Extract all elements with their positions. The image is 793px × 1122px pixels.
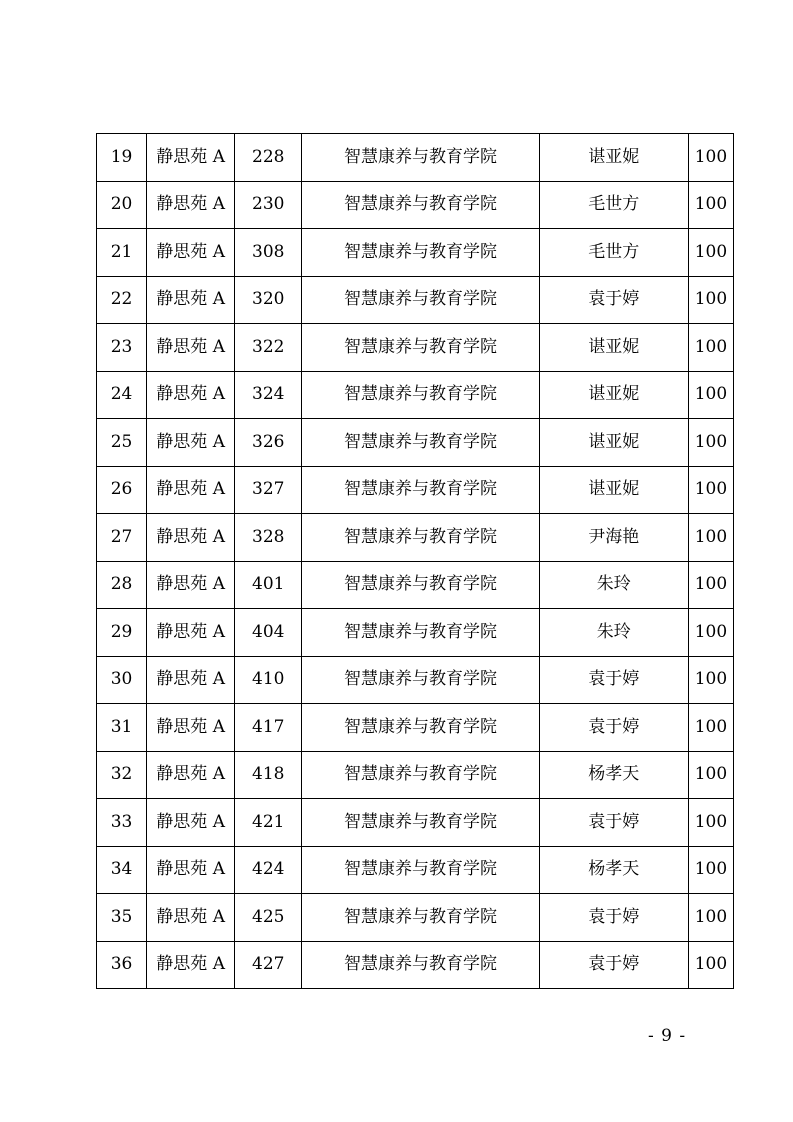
- building-cell: 静思苑 A: [147, 799, 235, 847]
- building-cell: 静思苑 A: [147, 466, 235, 514]
- name-cell: 尹海艳: [539, 514, 688, 562]
- table-row: [97, 181, 734, 229]
- table-row: [97, 894, 734, 942]
- row-number-cell: 26: [97, 466, 147, 514]
- building-cell: 静思苑 A: [147, 894, 235, 942]
- room-number-cell: 404: [235, 609, 302, 657]
- table-row: [97, 514, 734, 562]
- table-row: [97, 229, 734, 277]
- name-cell: 谌亚妮: [539, 466, 688, 514]
- row-number-cell: 29: [97, 609, 147, 657]
- building-cell: 静思苑 A: [147, 514, 235, 562]
- college-cell: 智慧康养与教育学院: [302, 656, 539, 704]
- college-cell: 智慧康养与教育学院: [302, 276, 539, 324]
- page-number: - 9 -: [648, 1026, 687, 1046]
- row-number-cell: 28: [97, 561, 147, 609]
- score-cell: 100: [688, 276, 733, 324]
- college-cell: 智慧康养与教育学院: [302, 371, 539, 419]
- score-cell: 100: [688, 751, 733, 799]
- college-cell: 智慧康养与教育学院: [302, 229, 539, 277]
- score-cell: 100: [688, 941, 733, 989]
- row-number-cell: 21: [97, 229, 147, 277]
- room-number-cell: 327: [235, 466, 302, 514]
- building-cell: 静思苑 A: [147, 276, 235, 324]
- college-cell: 智慧康养与教育学院: [302, 704, 539, 752]
- building-cell: 静思苑 A: [147, 751, 235, 799]
- table-row: [97, 704, 734, 752]
- row-number-cell: 20: [97, 181, 147, 229]
- building-cell: 静思苑 A: [147, 324, 235, 372]
- room-number-cell: 418: [235, 751, 302, 799]
- row-number-cell: 23: [97, 324, 147, 372]
- room-number-cell: 322: [235, 324, 302, 372]
- college-cell: 智慧康养与教育学院: [302, 324, 539, 372]
- table-row: [97, 846, 734, 894]
- score-cell: 100: [688, 181, 733, 229]
- table-row: [97, 419, 734, 467]
- college-cell: 智慧康养与教育学院: [302, 751, 539, 799]
- row-number-cell: 36: [97, 941, 147, 989]
- row-number-cell: 22: [97, 276, 147, 324]
- name-cell: 袁于婷: [539, 799, 688, 847]
- table-row: [97, 941, 734, 989]
- building-cell: 静思苑 A: [147, 229, 235, 277]
- room-number-cell: 421: [235, 799, 302, 847]
- room-number-cell: 230: [235, 181, 302, 229]
- building-cell: 静思苑 A: [147, 134, 235, 182]
- room-number-cell: 228: [235, 134, 302, 182]
- score-cell: 100: [688, 324, 733, 372]
- college-cell: 智慧康养与教育学院: [302, 514, 539, 562]
- room-number-cell: 328: [235, 514, 302, 562]
- building-cell: 静思苑 A: [147, 656, 235, 704]
- building-cell: 静思苑 A: [147, 181, 235, 229]
- row-number-cell: 34: [97, 846, 147, 894]
- table-row: [97, 276, 734, 324]
- room-number-cell: 308: [235, 229, 302, 277]
- room-number-cell: 425: [235, 894, 302, 942]
- row-number-cell: 33: [97, 799, 147, 847]
- building-cell: 静思苑 A: [147, 704, 235, 752]
- college-cell: 智慧康养与教育学院: [302, 799, 539, 847]
- room-number-cell: 410: [235, 656, 302, 704]
- name-cell: 谌亚妮: [539, 134, 688, 182]
- row-number-cell: 24: [97, 371, 147, 419]
- score-cell: 100: [688, 656, 733, 704]
- score-cell: 100: [688, 466, 733, 514]
- room-number-cell: 401: [235, 561, 302, 609]
- score-cell: 100: [688, 134, 733, 182]
- college-cell: 智慧康养与教育学院: [302, 466, 539, 514]
- college-cell: 智慧康养与教育学院: [302, 419, 539, 467]
- row-number-cell: 19: [97, 134, 147, 182]
- building-cell: 静思苑 A: [147, 609, 235, 657]
- row-number-cell: 30: [97, 656, 147, 704]
- room-number-cell: 320: [235, 276, 302, 324]
- score-cell: 100: [688, 846, 733, 894]
- college-cell: 智慧康养与教育学院: [302, 846, 539, 894]
- row-number-cell: 25: [97, 419, 147, 467]
- name-cell: 杨孝天: [539, 751, 688, 799]
- score-cell: 100: [688, 609, 733, 657]
- college-cell: 智慧康养与教育学院: [302, 609, 539, 657]
- name-cell: 谌亚妮: [539, 371, 688, 419]
- name-cell: 谌亚妮: [539, 324, 688, 372]
- score-cell: 100: [688, 514, 733, 562]
- college-cell: 智慧康养与教育学院: [302, 561, 539, 609]
- college-cell: 智慧康养与教育学院: [302, 181, 539, 229]
- name-cell: 袁于婷: [539, 656, 688, 704]
- name-cell: 朱玲: [539, 561, 688, 609]
- room-number-cell: 326: [235, 419, 302, 467]
- name-cell: 谌亚妮: [539, 419, 688, 467]
- name-cell: 毛世方: [539, 229, 688, 277]
- dormitory-score-table: [96, 133, 734, 989]
- name-cell: 袁于婷: [539, 941, 688, 989]
- name-cell: 杨孝天: [539, 846, 688, 894]
- table-row: [97, 371, 734, 419]
- row-number-cell: 35: [97, 894, 147, 942]
- score-cell: 100: [688, 419, 733, 467]
- name-cell: 袁于婷: [539, 894, 688, 942]
- score-cell: 100: [688, 704, 733, 752]
- score-cell: 100: [688, 371, 733, 419]
- name-cell: 毛世方: [539, 181, 688, 229]
- building-cell: 静思苑 A: [147, 419, 235, 467]
- room-number-cell: 427: [235, 941, 302, 989]
- table-row: [97, 799, 734, 847]
- college-cell: 智慧康养与教育学院: [302, 134, 539, 182]
- name-cell: 袁于婷: [539, 276, 688, 324]
- name-cell: 朱玲: [539, 609, 688, 657]
- table-row: [97, 134, 734, 182]
- score-cell: 100: [688, 561, 733, 609]
- table-row: [97, 466, 734, 514]
- score-cell: 100: [688, 229, 733, 277]
- row-number-cell: 32: [97, 751, 147, 799]
- college-cell: 智慧康养与教育学院: [302, 894, 539, 942]
- name-cell: 袁于婷: [539, 704, 688, 752]
- building-cell: 静思苑 A: [147, 371, 235, 419]
- table-row: [97, 324, 734, 372]
- table-body: [97, 134, 734, 989]
- building-cell: 静思苑 A: [147, 846, 235, 894]
- building-cell: 静思苑 A: [147, 941, 235, 989]
- score-cell: 100: [688, 894, 733, 942]
- room-number-cell: 424: [235, 846, 302, 894]
- room-number-cell: 324: [235, 371, 302, 419]
- table-row: [97, 656, 734, 704]
- score-cell: 100: [688, 799, 733, 847]
- row-number-cell: 27: [97, 514, 147, 562]
- table-row: [97, 751, 734, 799]
- table-row: [97, 609, 734, 657]
- building-cell: 静思苑 A: [147, 561, 235, 609]
- table-row: [97, 561, 734, 609]
- row-number-cell: 31: [97, 704, 147, 752]
- college-cell: 智慧康养与教育学院: [302, 941, 539, 989]
- room-number-cell: 417: [235, 704, 302, 752]
